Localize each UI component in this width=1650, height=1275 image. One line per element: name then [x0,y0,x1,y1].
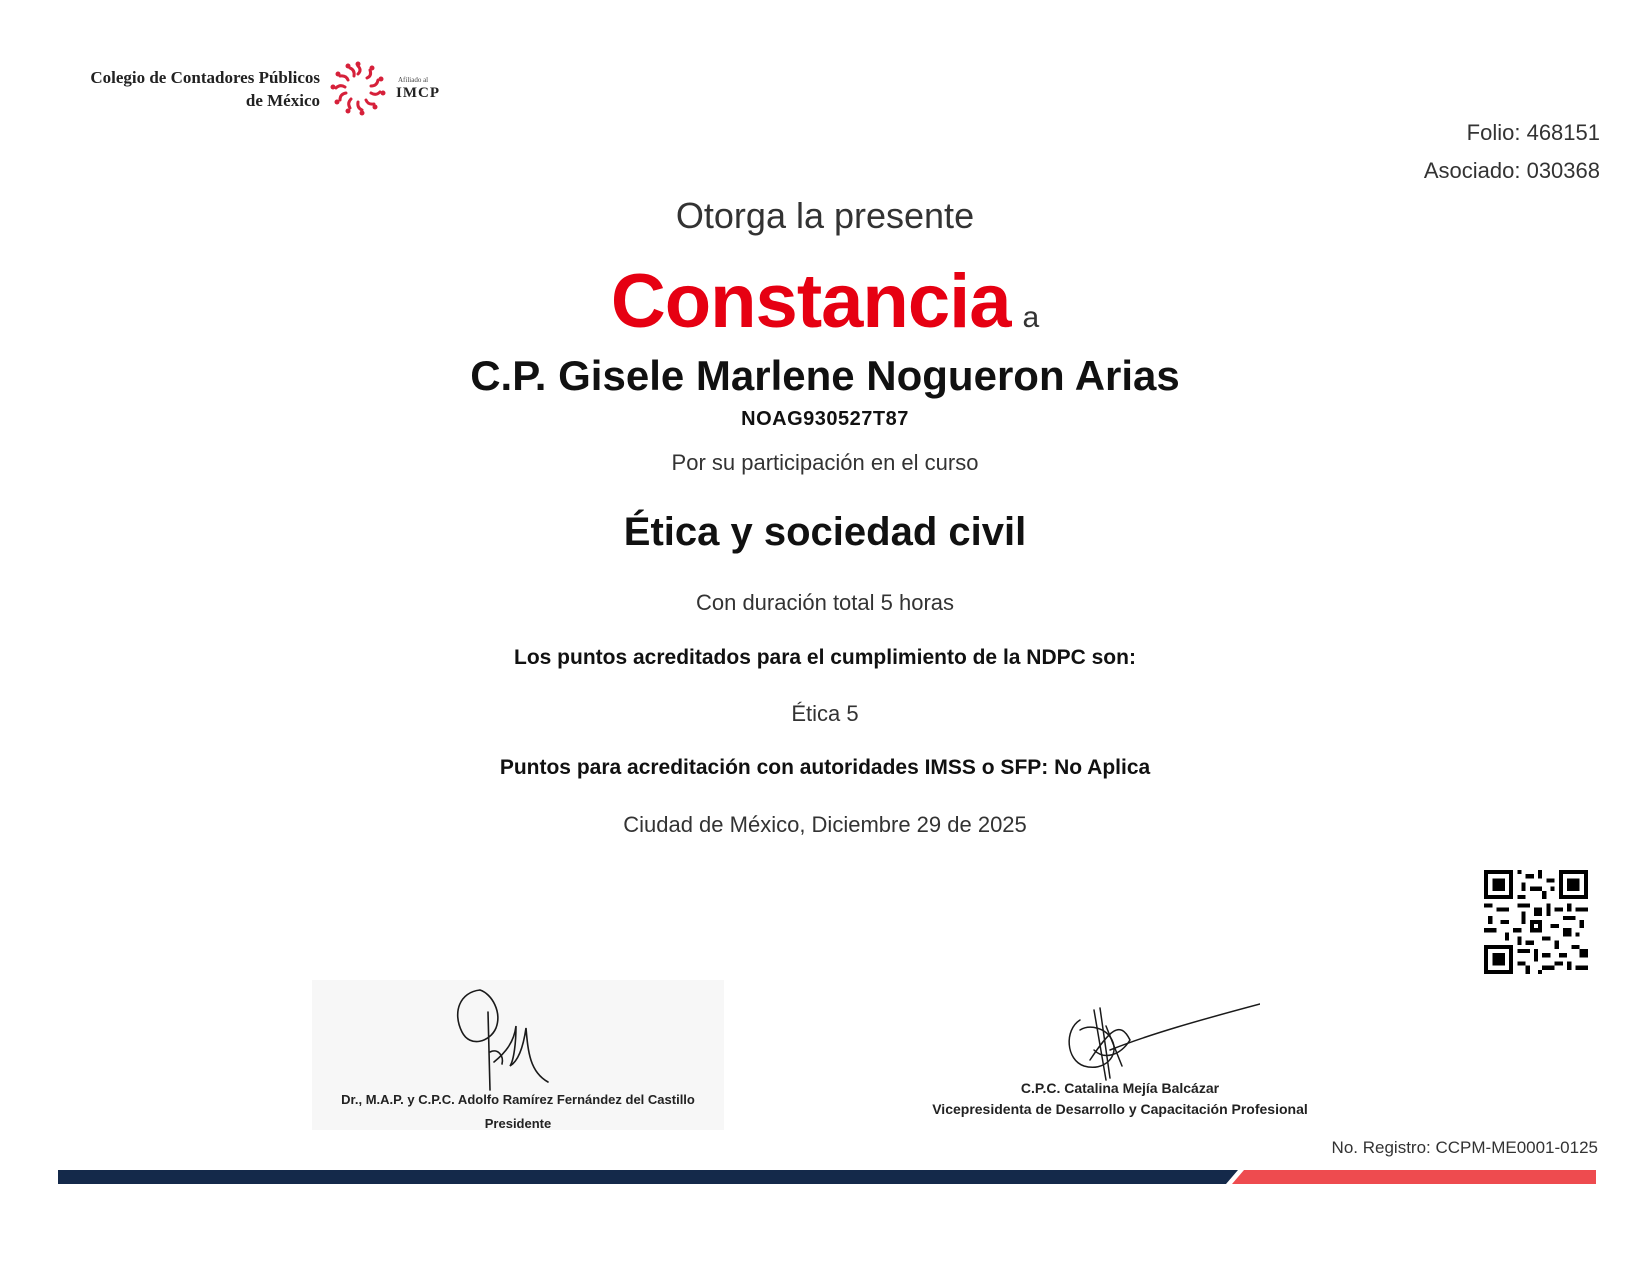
points-value: Ética 5 [791,701,859,726]
title-suffix: a [1022,301,1040,334]
ccpm-logo-icon [328,58,388,118]
registration-number: No. Registro: CCPM-ME0001-0125 [1331,1138,1598,1157]
institution-name-line1: Colegio de Contadores Públicos [90,68,320,87]
footer-color-bar [58,1170,1596,1184]
folio-number: Folio: 468151 [1466,120,1600,145]
place-date: Ciudad de México, Diciembre 29 de 2025 [623,812,1027,837]
imss-points-line: Puntos para acreditación con autoridades IMSS o SFP: No Aplica [499,756,1151,779]
title-line [0,258,1650,345]
qr-code [1484,870,1588,974]
course-duration: Con duración total 5 horas [695,590,955,615]
recipient-name: C.P. Gisele Marlene Nogueron Arias [470,352,1180,399]
certificate-title: Constancia [610,259,1011,344]
signatory-role-vicepresident: Vicepresidenta de Desarrollo y Capacitación Profesional [932,1101,1308,1117]
institution-name [58,66,320,112]
signatory-name-president: Dr., M.A.P. y C.P.C. Adolfo Ramírez Fernández del Castillo [341,1092,695,1107]
imcp-label: IMCP [396,85,440,101]
recipient-rfc: NOAG930527T87 [741,408,909,430]
affiliation-label: Afiliado al [398,76,429,84]
signatory-name-vicepresident: C.P.C. Catalina Mejía Balcázar [1020,1080,1220,1096]
points-heading: Los puntos acreditados para el cumplimiento de la NDPC son: [514,646,1136,669]
signatory-role-president: Presidente [484,1116,552,1131]
intro-text: Otorga la presente [675,195,975,236]
signature-president [450,982,610,1094]
institution-name-line2: de México [245,91,320,110]
signature-vicepresident [1060,1000,1260,1090]
participation-text: Por su participación en el curso [671,450,979,475]
course-title: Ética y sociedad civil [623,510,1027,554]
associate-number: Asociado: 030368 [1423,158,1600,183]
